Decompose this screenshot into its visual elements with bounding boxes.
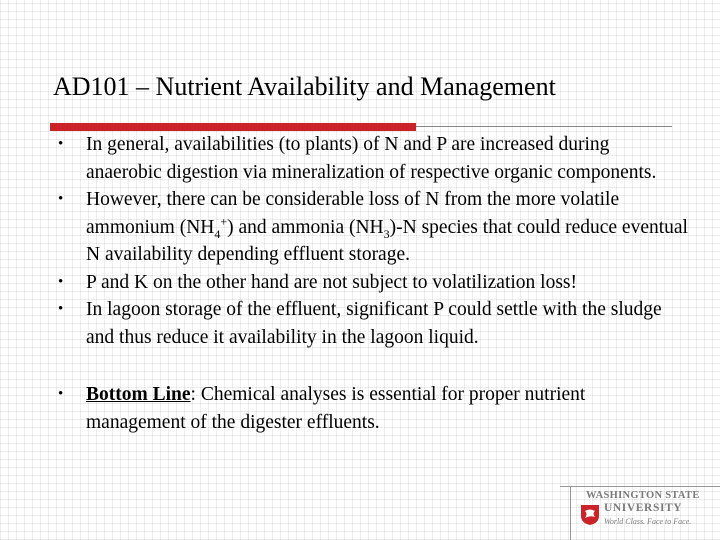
bullet-text: )-N species that could reduce eventual N availability depending effluent storage. [86,216,688,265]
bottom-line-label: Bottom Line [86,384,191,405]
bullet-item-1 [58,131,688,186]
bullet-text: However, there can be considerable loss of N from the more volatile ammonium (NH [86,189,620,238]
subscript: 3 [383,226,390,241]
bullet-dot: • [58,273,64,290]
logo-line-2: UNIVERSITY [604,502,683,514]
cougar-shield-icon [580,504,600,526]
bullet-text: ) and ammonia (NH [227,216,384,238]
bullet-text: : Chemical analyses is essential for proper nutrient management of the digester effluents. [86,384,586,433]
bullet-spacer [58,351,688,381]
subscript: 4 [214,226,221,241]
bullet-text: In lagoon storage of the effluent, significant P could settle with the sludge and thus reduce it availability in the lagoon liquid. [86,299,662,348]
bullet-dot: • [58,136,64,152]
bullet-text: In general, availabilities (to plants) of N and P are increased during anaerobic digestion via mineralization of respective organic components. [86,134,657,183]
bullet-item-4 [58,296,688,351]
bullet-dot: • [58,191,64,207]
wsu-logo [580,490,716,530]
title-rule-gray [416,126,672,127]
superscript: + [220,214,228,228]
bullet-list [58,131,688,436]
bullet-item-bottom-line [58,381,688,436]
bullet-item-2 [58,186,688,269]
bullet-dot: • [58,301,64,317]
bullet-text: P and K on the other hand are not subject to volatilization loss! [86,271,578,293]
footer-rule-vertical [570,486,571,540]
bullet-item-3 [58,269,688,297]
footer-rule-horizontal [560,486,720,487]
slide-title: AD101 – Nutrient Availability and Management [53,72,556,101]
logo-tagline: World Class. Face to Face. [604,517,692,526]
title-rule-red [50,123,416,131]
bullet-dot: • [58,386,64,402]
logo-line-1: WASHINGTON STATE [586,490,700,501]
